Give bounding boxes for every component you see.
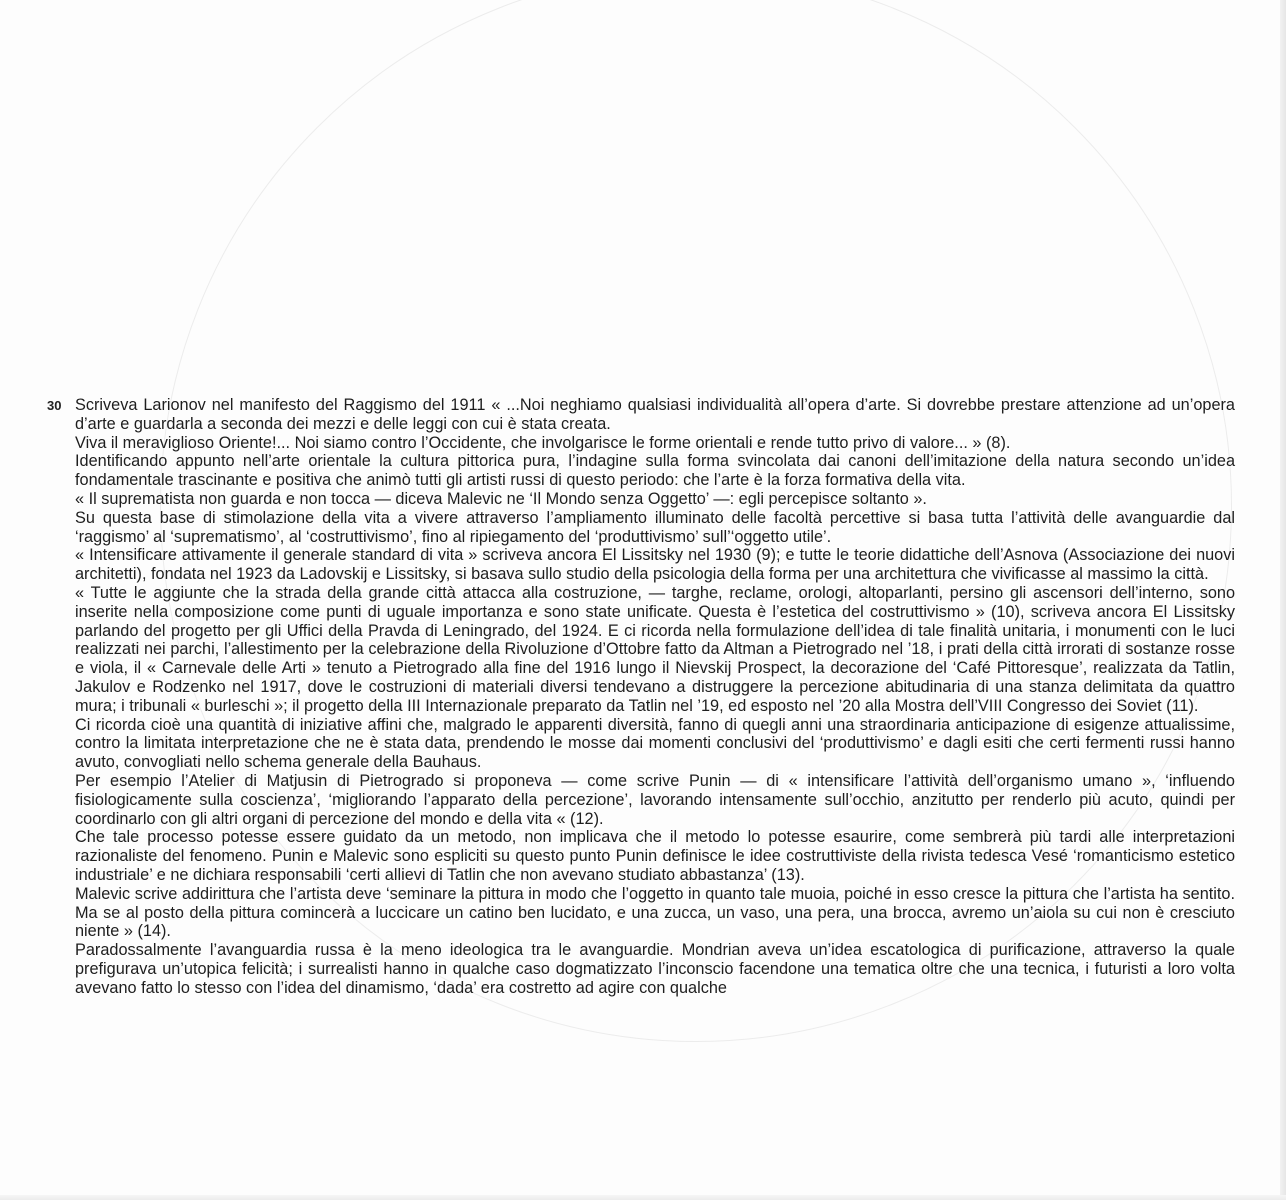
- body-text: [75, 396, 1235, 998]
- paragraph: Per esempio l’Atelier di Matjusin di Pietrogrado si proponeva — come scrive Punin — di « intensificare l’attività dell’organismo umano », ‘influendo fisiologicamente sulla coscienza’, ‘migliorando l’apparato della percezione’, lavorando intensamente sull’occhio, anzitutto per renderlo più acuto, quindi per coordinarlo con gli altri organi di percezione del mondo e della vita « (12).: [75, 771, 1235, 828]
- paragraph: Su questa base di stimolazione della vita a vivere attraverso l’ampliamento illuminato delle facoltà percettive si basa tutta l’attività delle avanguardie dal ‘raggismo’ al ‘suprematismo’, al ‘costruttivismo’, fino al ripiegamento del ‘produttivismo’ sull’‘oggetto utile’.: [75, 508, 1235, 546]
- paragraph: « Il suprematista non guarda e non tocca — diceva Malevic ne ‘Il Mondo senza Oggetto’ —: egli percepisce soltanto ».: [75, 489, 927, 508]
- paragraph: Ci ricorda cioè una quantità di iniziative affini che, malgrado le apparenti diversità, fanno di quegli anni una straordinaria anticipazione di esigenze attualissime, contro la limitata interpretazione che ne è stata data, prendendo le mosse dai momenti conclusivi del ‘produttivismo’ e dagli esiti che certi fermenti russi hanno avuto, convogliati nello schema generale della Bauhaus.: [75, 715, 1235, 772]
- paragraph: « Tutte le aggiunte che la strada della grande città attacca alla costruzione, — targhe, reclame, orologi, altoparlanti, persino gli ascensori dell’interno, sono inserite nella composizione come punti di uguale importanza e sono state unificate. Questa è l’estetica del costruttivismo » (10), scriveva ancora El Lissitsky parlando del progetto per gli Uffici della Pravda di Leningrado, del 1924. E ci ricorda nella formulazione dell’idea di tale finalità unitaria, i monumenti con le luci realizzati nei parchi, l’allestimento per la celebrazione della Rivoluzione d’Ottobre fatto da Altman a Pietrogrado nel ’18, i prati della città irrorati di sostanze rosse e viola, il « Carnevale delle Arti » tenuto a Pietrogrado alla fine del 1916 lungo il Nievskij Prospect, la decorazione del ‘Café Pittoresque’, realizzata da Tatlin, Jakulov e Rodzenko nel 1917, dove le costruzioni di materiali diversi tendevano a distruggere la percezione abitudinaria di una stanza delimitata da quattro mura; i tribunali « burleschi »; il progetto della III Internazionale preparato da Tatlin nel ’19, ed esposto nel ’20 alla Mostra dell’VIII Congresso dei Soviet (11).: [75, 583, 1235, 715]
- paragraph: Scriveva Larionov nel manifesto del Raggismo del 1911 « ...Noi neghiamo qualsiasi individualità all’opera d’arte. Si dovrebbe prestare attenzione ad un’opera d’arte e guardarla a seconda dei mezzi e delle leggi con cui è stata creata.: [75, 396, 1235, 433]
- paragraph: Che tale processo potesse essere guidato da un metodo, non implicava che il metodo lo potesse esaurire, come sembrerà più tardi alle interpretazioni razionaliste del fenomeno. Punin e Malevic sono espliciti su questo punto Punin definisce le idee costruttiviste della rivista tedesca Vesé ‘romanticismo estetico industriale’ e ne dichiara responsabili ‘certi allievi di Tatlin che non avevano studiato abbastanza’ (13).: [75, 828, 1235, 884]
- page-edge-right: [1280, 0, 1286, 1200]
- paragraph: Paradossalmente l’avanguardia russa è la meno ideologica tra le avanguardie. Mondrian aveva un’idea escatologica di purificazione, attraverso la quale prefigurava un’utopica felicità; i surrealisti hanno in qualche caso dogmatizzato l’inconscio facendone una tematica oltre che una tecnica, i futuristi a loro volta avevano fatto lo stesso con l’idea del dinamismo, ‘dada’ era costretto ad agire con qualche: [75, 941, 1235, 997]
- page-number: 30: [47, 398, 62, 413]
- paragraph: Malevic scrive addirittura che l’artista deve ‘seminare la pittura in modo che l’oggetto in quanto tale muoia, poiché in esso cresce la pittura che l’artista ha sentito. Ma se al posto della pittura comincerà a luccicare un catino ben lucidato, e una zucca, un vaso, una pera, una brocca, avremo un’aiola su cui non è cresciuto niente » (14).: [75, 884, 1235, 941]
- paragraph: Viva il meraviglioso Oriente!... Noi siamo contro l’Occidente, che involgarisce le forme orientali e rende tutto privo di valore... » (8).: [75, 433, 1011, 452]
- paragraph: Identificando appunto nell’arte orientale la cultura pittorica pura, l’indagine sulla forma svincolata dai canoni dell’imitazione della natura secondo un’idea fondamentale trascinante e positiva che animò tutti gli artisti russi di questo periodo: che l’arte è la forza formativa della vita.: [75, 452, 1235, 490]
- paragraph: « Intensificare attivamente il generale standard di vita » scriveva ancora El Lissitsky nel 1930 (9); e tutte le teorie didattiche dell’Asnova (Associazione dei nuovi architetti), fondata nel 1923 da Ladovskij e Lissitsky, si basava sullo studio della psicologia della forma per una architettura che vivificasse al massimo la città.: [75, 546, 1235, 584]
- page-edge-bottom: [0, 1195, 1286, 1200]
